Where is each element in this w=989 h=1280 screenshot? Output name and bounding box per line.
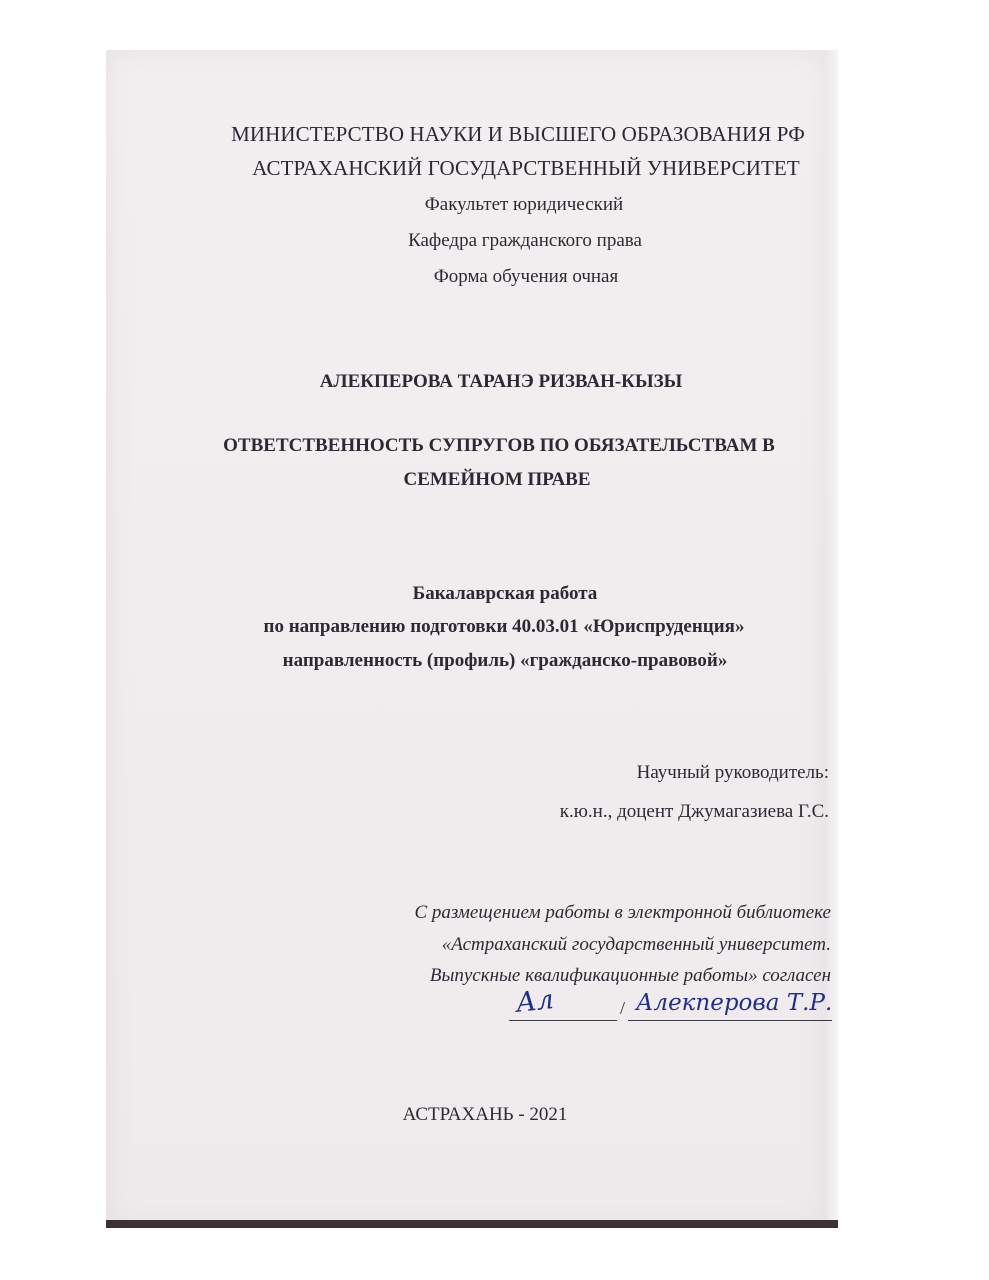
consent-line2: «Астраханский государственный университет. [441,934,831,955]
faculty-line: Факультет юридический [424,194,624,215]
handwritten-name: Алекперова Т.Р. [636,990,833,1016]
thesis-title-line1: ОТВЕТСТВЕННОСТЬ СУПРУГОВ ПО ОБЯЗАТЕЛЬСТВАМ В [223,435,775,456]
thesis-title-line2: СЕМЕЙНОМ ПРАВЕ [403,469,591,490]
signature-initials: Ал [514,984,556,1019]
supervisor-name: к.ю.н., доцент Джумагазиева Г.С. [559,801,829,822]
sheet-bottom-shadow [106,1220,838,1228]
consent-line1: С размещением работы в электронной библиотеке [414,902,831,923]
consent-line3: Выпускные квалификационные работы» согласен [429,965,831,986]
study-profile: направленность (профиль) «гражданско-правовой» [282,650,728,671]
name-underline [628,1020,832,1021]
signature-underline [509,1020,617,1021]
ministry-heading: МИНИСТЕРСТВО НАУКИ И ВЫСШЕГО ОБРАЗОВАНИЯ РФ [231,122,805,146]
author-name: АЛЕКПЕРОВА ТАРАНЭ РИЗВАН-КЫЗЫ [319,371,683,392]
signature-separator: / [620,998,626,1018]
city-year: АСТРАХАНЬ - 2021 [402,1104,568,1125]
title-page-sheet [106,50,826,1228]
study-form-line: Форма обучения очная [433,266,619,287]
study-direction: по направлению подготовки 40.03.01 «Юриспруденция» [263,616,745,637]
work-type: Бакалаврская работа [412,583,598,604]
sheet-edge [826,50,838,1228]
supervisor-label: Научный руководитель: [636,762,829,783]
university-heading: АСТРАХАНСКИЙ ГОСУДАРСТВЕННЫЙ УНИВЕРСИТЕТ [252,156,800,180]
department-line: Кафедра гражданского права [408,230,642,251]
